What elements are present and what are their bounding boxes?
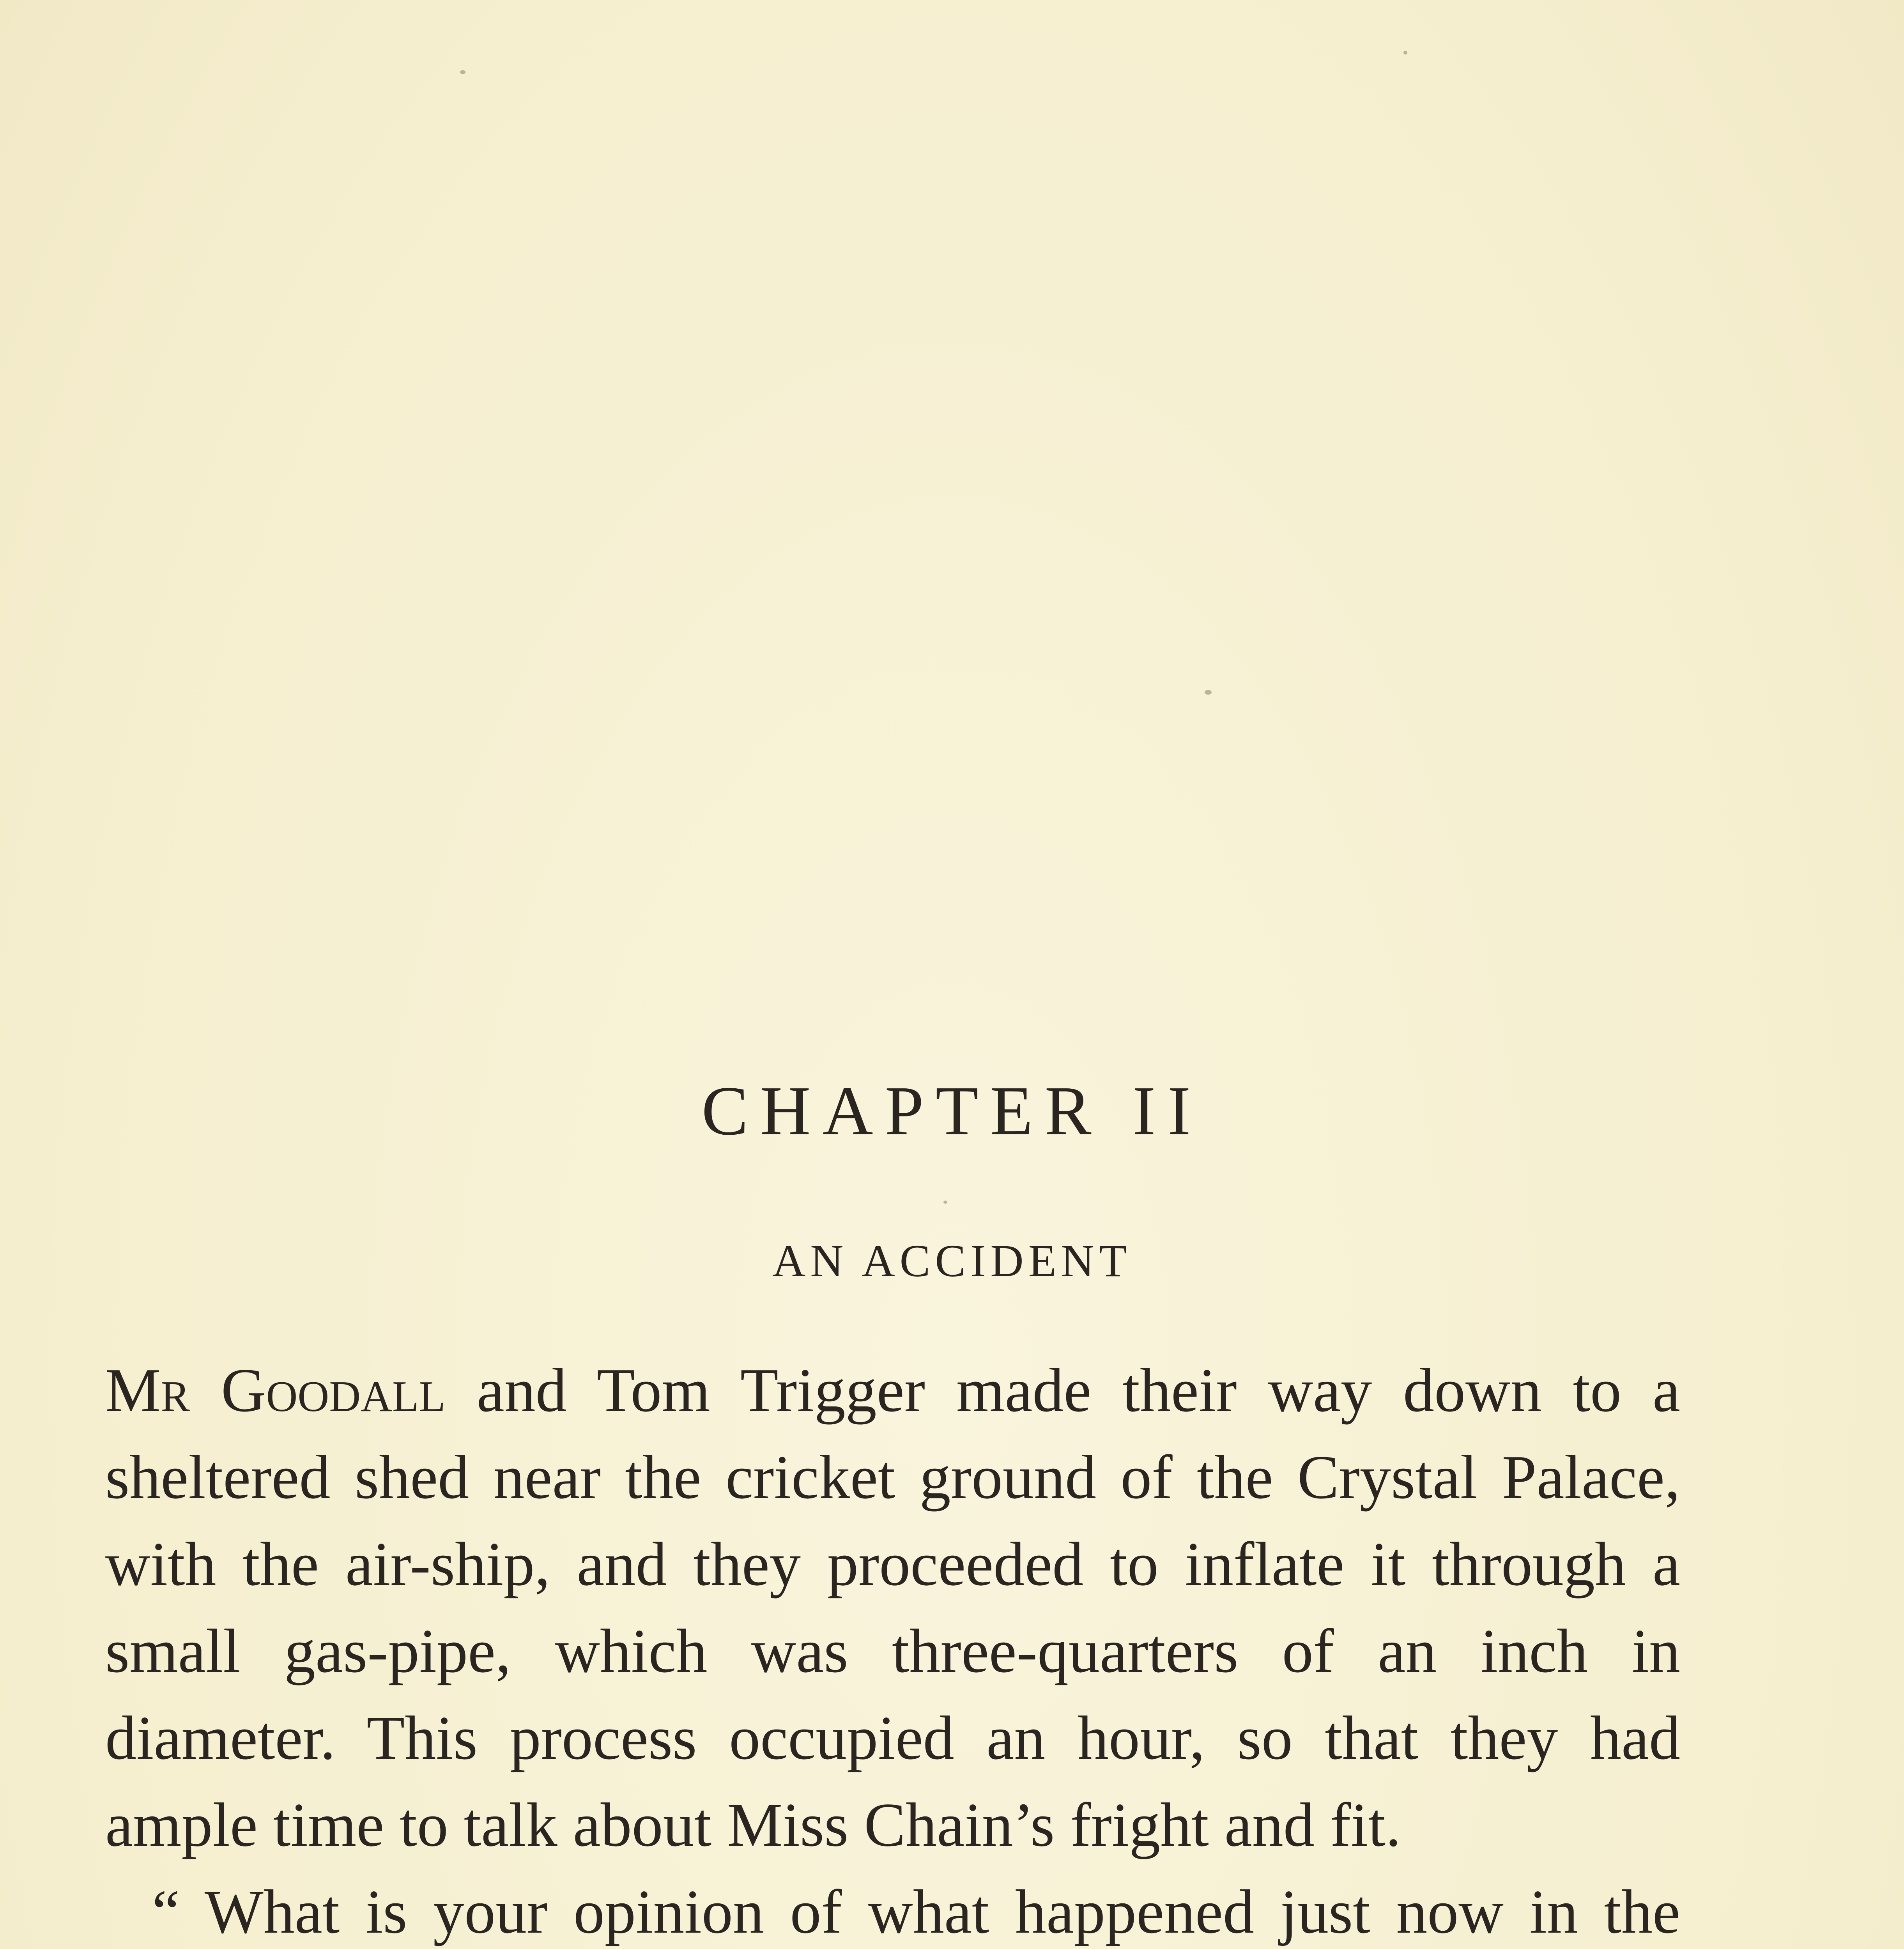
paragraph: [105, 1347, 1680, 1868]
paragraph-text: and Tom Trigger made their way down to a sheltered shed near the cricket ground of the Crystal Palace, with the air-ship, and they proceeded to inflate it through a small gas-pipe, which was three-quarters of an inch in diameter. This process occupied an hour, so that they had ample time to talk about Miss Chain’s fright and fit.: [105, 1355, 1681, 1859]
chapter-title: CHAPTER II: [701, 1072, 1203, 1150]
paragraph: “ What is your opinion of what happened just now in the: [152, 1877, 1680, 1946]
paper-speck: [1205, 690, 1212, 695]
paper-speck: [460, 70, 465, 74]
paper-speck: [1403, 51, 1407, 55]
chapter-subtitle: AN ACCIDENT: [772, 1235, 1132, 1286]
body-text: [105, 1347, 1680, 1949]
paper-speck: [943, 1201, 947, 1204]
paragraph-lead-smallcaps: Mr Goodall: [105, 1355, 446, 1425]
